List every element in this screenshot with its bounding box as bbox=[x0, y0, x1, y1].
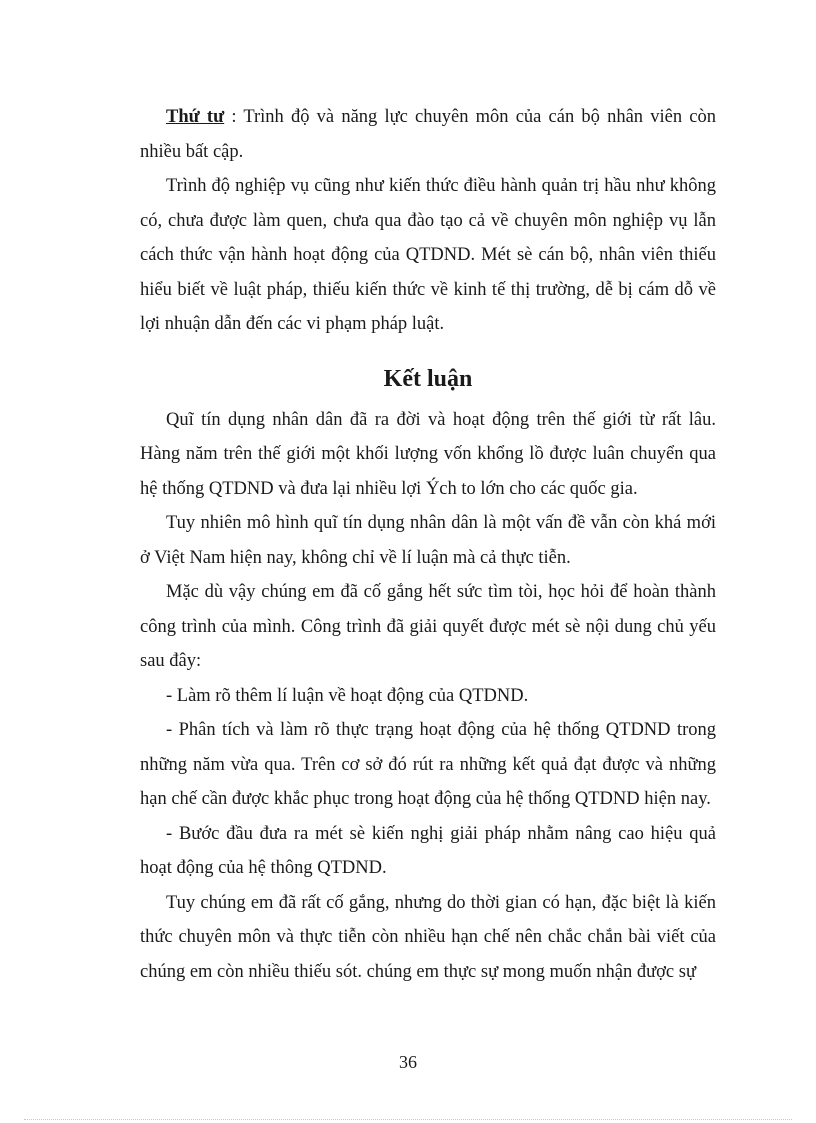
bullet-item-1: - Làm rõ thêm lí luận về hoạt động của QTDND. bbox=[166, 685, 529, 706]
paragraph-mac-du: Mặc dù vậy chúng em đã cố gắng hết sức tìm tòi, học hỏi để hoàn thành công trình của mình. Công trình đã giải quyết được mét sè nội dung chủ yếu sau đây: bbox=[140, 582, 716, 671]
section-heading: Kết luận bbox=[383, 365, 473, 392]
bullet-item-3: - Bước đầu đưa ra mét sè kiến nghị giải pháp nhằm nâng cao hiệu quả hoạt động của hệ thông QTDND. bbox=[140, 823, 716, 878]
paragraph-trinh-do: Trình độ nghiệp vụ cũng như kiến thức điều hành quản trị hầu như không có, chưa được làm quen, chưa qua đào tạo cả về chuyên môn nghiệp vụ lẫn cách thức vận hành hoạt động của QTDND. Mét sè cán bộ, nhân viên thiếu hiểu biết về luật pháp, thiếu kiến thức về kinh tế thị trường, dễ bị cám dỗ về lợi nhuận dẫn đến các vi phạm pháp luật. bbox=[140, 176, 716, 334]
paragraph-tuy-chung-em: Tuy chúng em đã rất cố gắng, nhưng do thời gian có hạn, đặc biệt là kiến thức chuyên môn và thực tiễn còn nhiều hạn chế nên chắc chắn bài viết của chúng em còn nhiều thiếu sót. chúng em thực sự mong muốn nhận được sự bbox=[140, 892, 716, 982]
bullet-item-2: - Phân tích và làm rõ thực trạng hoạt động của hệ thống QTDND trong những năm vừa qua. Trên cơ sở đó rút ra những kết quả đạt được và những hạn chế cần được khắc phục trong hoạt động của hệ thống QTDND hiện nay. bbox=[140, 720, 716, 809]
page-number: 36 bbox=[399, 1052, 417, 1072]
paragraph-text: : Trình độ và năng lực chuyên môn của cán bộ nhân viên còn nhiều bất cập. bbox=[140, 107, 716, 162]
paragraph-tuy-nhien: Tuy nhiên mô hình quĩ tín dụng nhân dân là một vấn đề vẫn còn khá mới ở Việt Nam hiện nay, không chỉ về lí luận mà cả thực tiễn. bbox=[140, 513, 716, 568]
paragraph-thu-tu bbox=[140, 100, 716, 169]
document-body bbox=[140, 100, 716, 989]
paragraph-qui-tin-dung: Quĩ tín dụng nhân dân đã ra đời và hoạt động trên thế giới từ rất lâu. Hàng năm trên thế giới một khối lượng vốn khổng lồ được luân chuyển qua hệ thống QTDND và đưa lại nhiều lợi Ých to lớn cho các quốc gia. bbox=[140, 409, 716, 499]
footer-divider bbox=[24, 1119, 792, 1120]
paragraph-lead-label: Thứ tư bbox=[166, 107, 225, 127]
